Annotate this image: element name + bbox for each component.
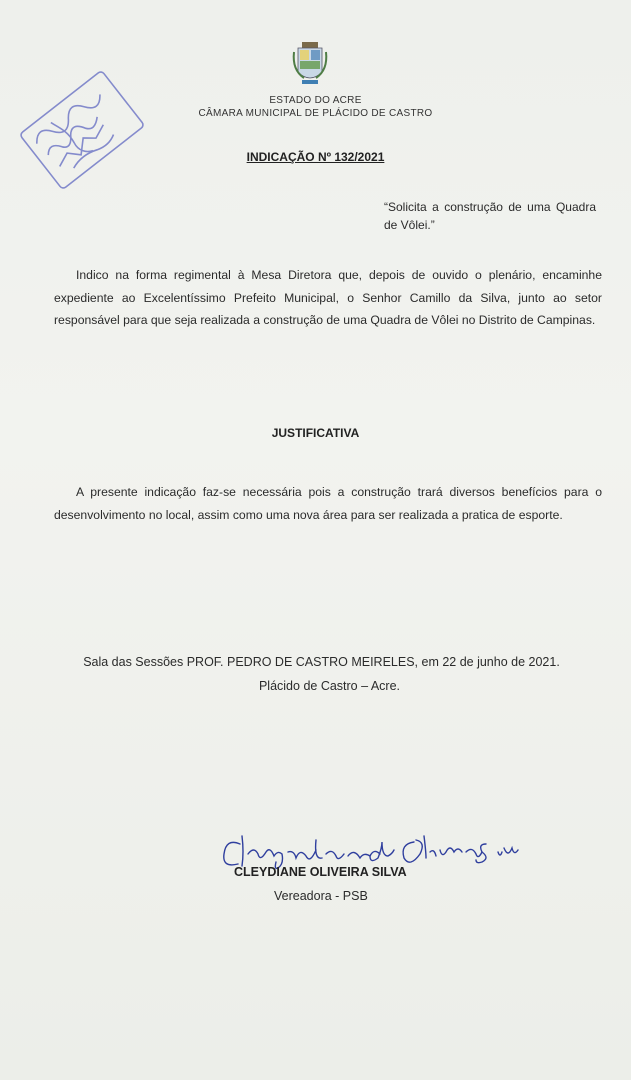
coat-of-arms-emblem <box>290 38 330 90</box>
council-name: CÂMARA MUNICIPAL DE PLÁCIDO DE CASTRO <box>198 108 433 119</box>
state-name: ESTADO DO ACRE <box>269 95 362 106</box>
signer-name: CLEYDIANE OLIVEIRA SILVA <box>234 865 407 879</box>
protocol-stamp <box>12 55 152 205</box>
closing-session-line: Sala das Sessões PROF. PEDRO DE CASTRO MEIRELES, em 22 de junho de 2021. <box>83 655 560 669</box>
closing-location-line: Plácido de Castro – Acre. <box>258 679 401 693</box>
indication-paragraph <box>54 264 602 332</box>
justification-heading: JUSTIFICATIVA <box>271 426 360 440</box>
justification-text: A presente indicação faz-se necessária pois a construção trará diversos benefícios para o desenvolvimento no local, assim como uma nova área para ser realizada a pratica de esporte. <box>54 485 602 522</box>
signer-role: Vereadora - PSB <box>274 889 368 903</box>
ementa: “Solicita a construção de uma Quadra de Vôlei.” <box>384 200 596 232</box>
justification-paragraph <box>54 481 602 526</box>
document-title: INDICAÇÃO Nº 132/2021 <box>246 150 385 164</box>
indication-text: Indico na forma regimental à Mesa Diretora que, depois de ouvido o plenário, encaminhe expediente ao Excelentíssimo Prefeito Municipal, o Senhor Camillo da Silva, junto ao setor responsável para que seja realizada a construção de uma Quadra de Vôlei no Distrito de Campinas. <box>54 268 602 327</box>
